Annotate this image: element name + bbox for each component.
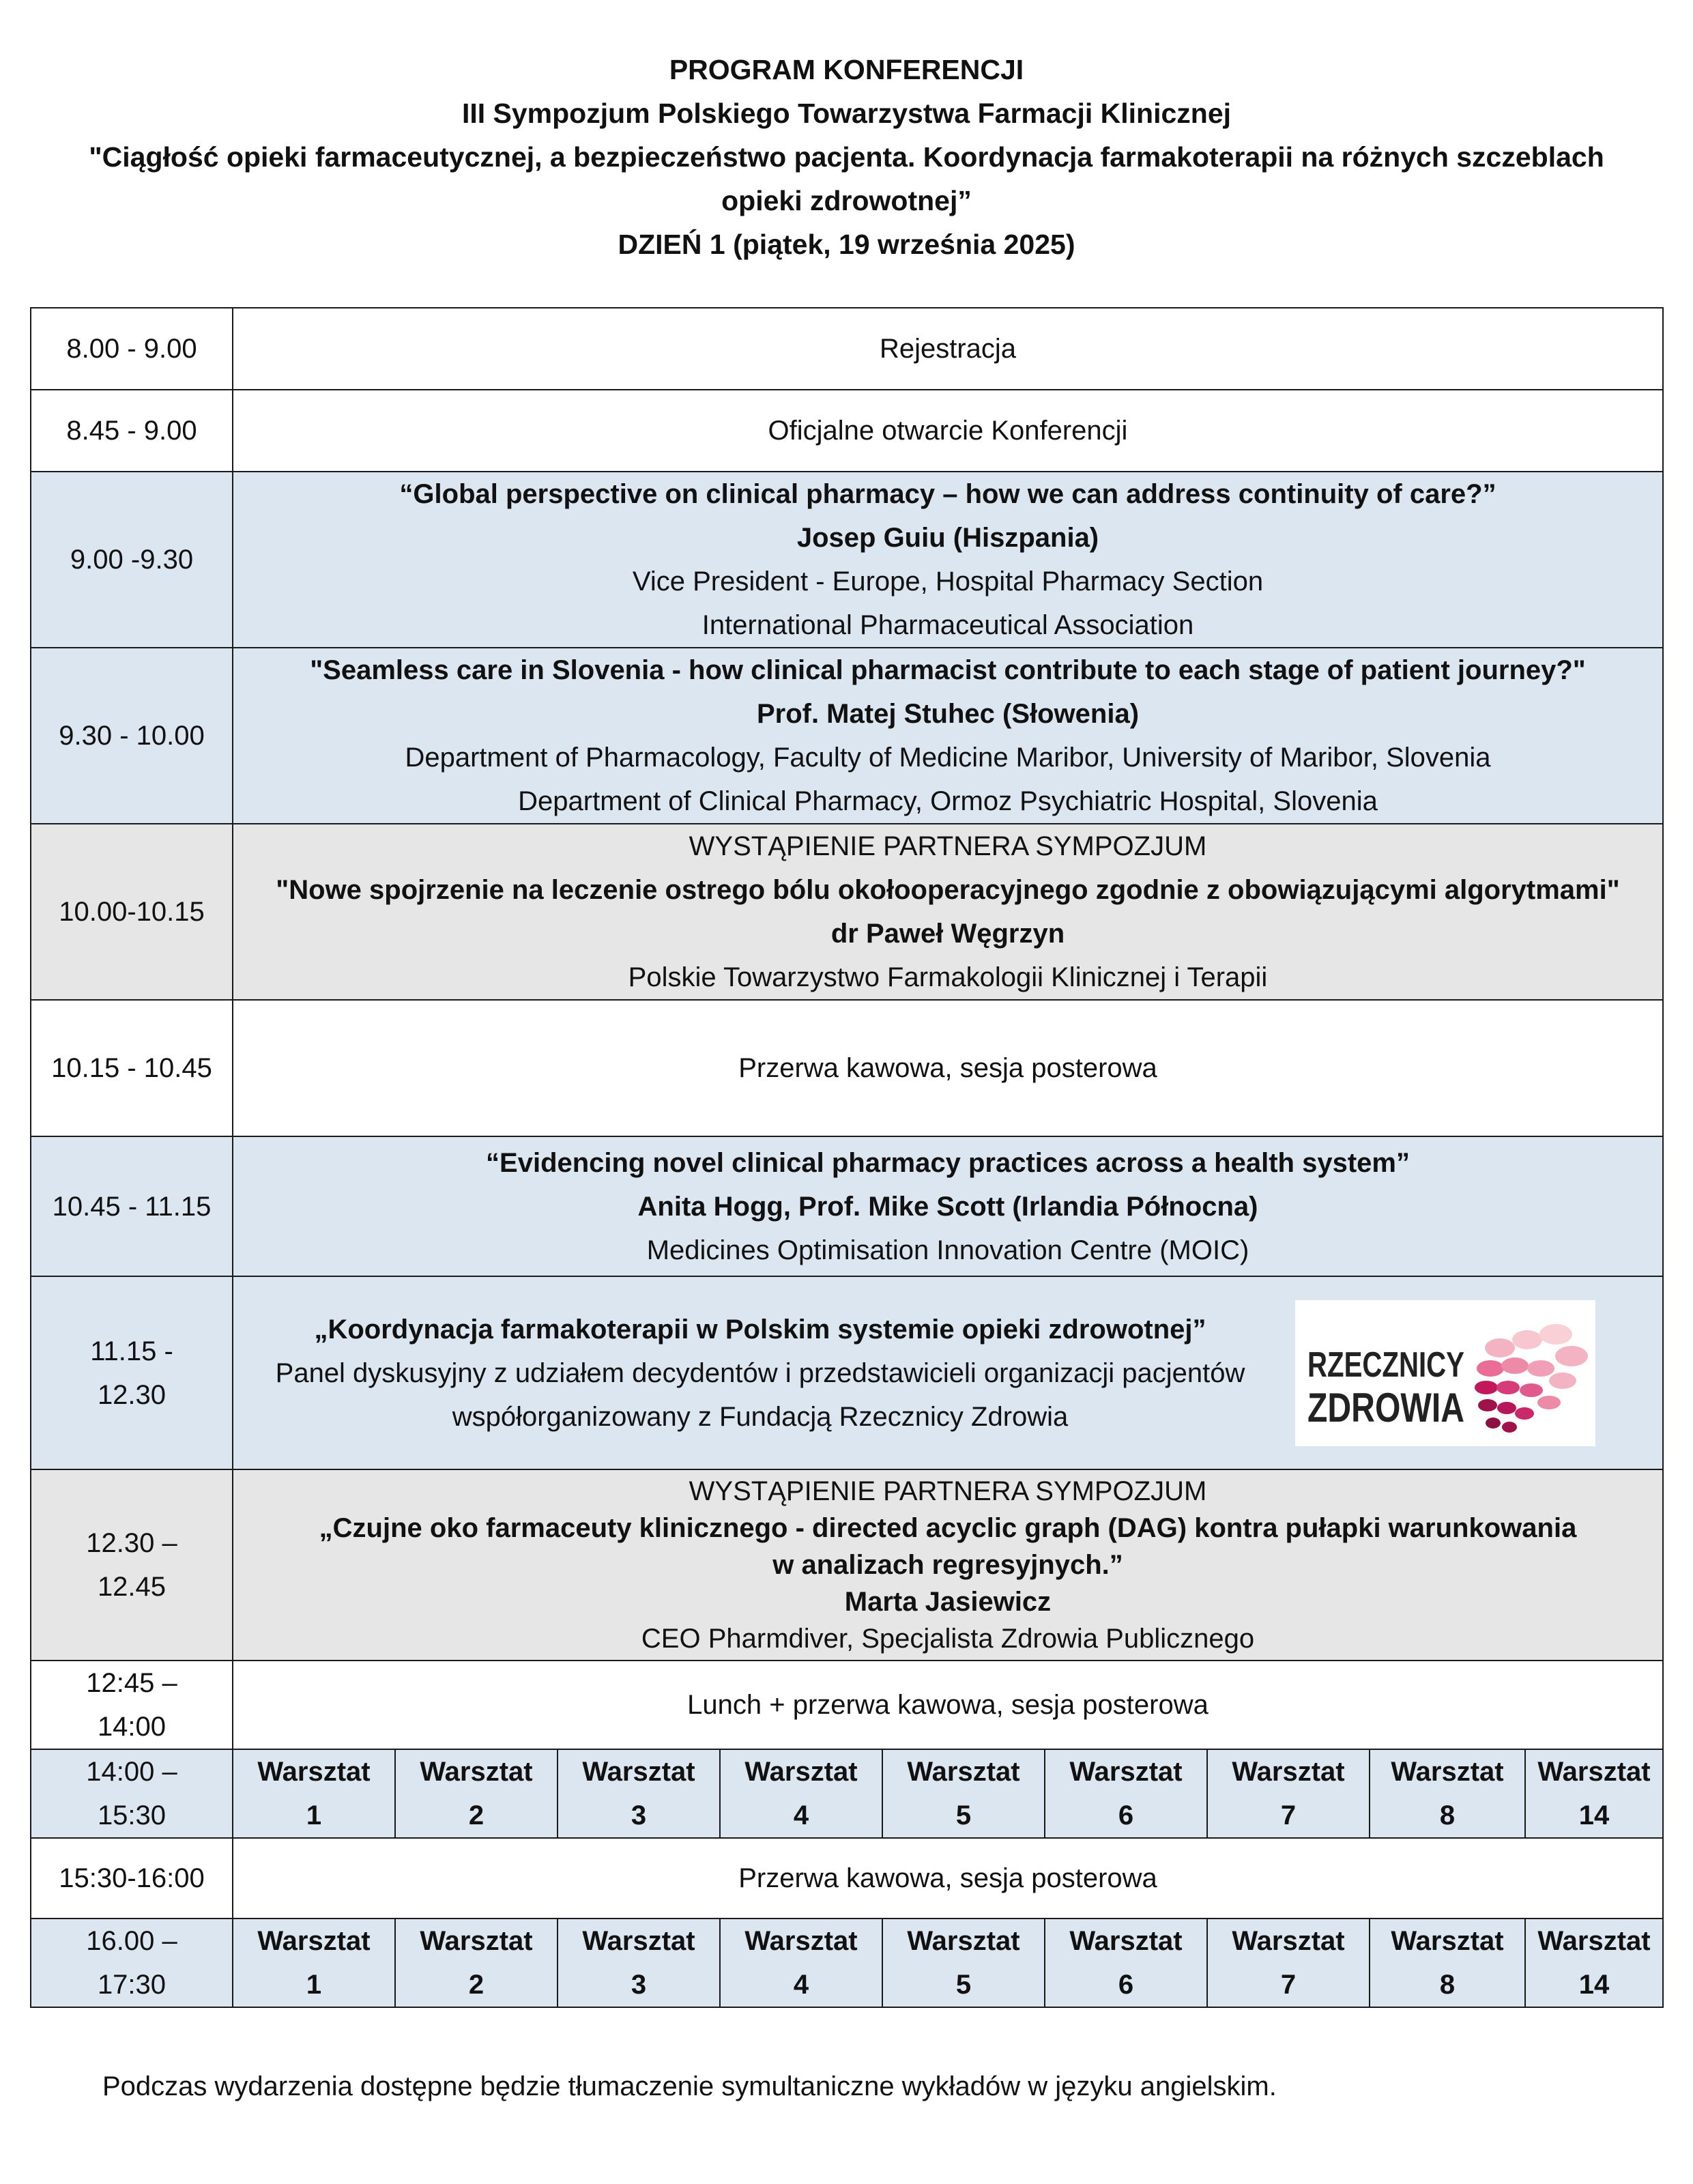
time-end: 14:00 — [97, 1712, 167, 1742]
day-label: DZIEŃ 1 (piątek, 19 września 2025) — [618, 229, 1075, 260]
time-cell: 9.30 - 10.00 — [31, 648, 233, 824]
workshop-cell: Warsztat 4 — [720, 1919, 882, 2007]
speaker-affiliation: Vice President - Europe, Hospital Pharmacy Section — [632, 566, 1264, 597]
time-cell: 10.45 - 11.15 — [31, 1136, 233, 1276]
workshop-cell: Warsztat 6 — [1045, 1749, 1207, 1838]
time-cell: 9.00 -9.30 — [31, 472, 233, 648]
time-start: 12.30 – — [86, 1528, 177, 1558]
session-cell — [233, 1276, 1663, 1469]
schedule-row — [31, 390, 1663, 472]
partner-label: WYSTĄPIENIE PARTNERA SYMPOZJUM — [689, 1476, 1207, 1506]
talk-title: “Evidencing novel clinical pharmacy practices across a health system” — [486, 1147, 1410, 1178]
talk-title: „Czujne oko farmaceuty klinicznego - directed acyclic graph (DAG) kontra pułapki warunkowania w analizach regresyjnych.” — [319, 1513, 1577, 1580]
talk-title: "Nowe spojrzenie na leczenie ostrego bólu okołooperacyjnego zgodnie z obowiązującymi algorytmami" — [276, 875, 1620, 905]
workshop-cell: Warsztat 2 — [395, 1919, 558, 2007]
schedule-row — [31, 648, 1663, 824]
schedule-row — [31, 1469, 1663, 1661]
time-start: 14:00 – — [86, 1757, 177, 1787]
workshop-cell: Warsztat 8 — [1370, 1919, 1525, 2007]
logo-dots — [1475, 1324, 1588, 1433]
session-cell: Przerwa kawowa, sesja posterowa — [233, 1838, 1663, 1919]
panel-description: współorganizowany z Fundacją Rzecznicy Zdrowia — [452, 1401, 1069, 1432]
workshop-cell: Warsztat 1 — [233, 1919, 395, 2007]
schedule-table — [30, 307, 1664, 2008]
workshop-cell: Warsztat 3 — [558, 1749, 720, 1838]
time-start: 12:45 – — [86, 1668, 177, 1698]
panel-block — [246, 1300, 1650, 1446]
workshop-cell: Warsztat 1 — [233, 1749, 395, 1838]
program-label: PROGRAM KONFERENCJI — [669, 54, 1024, 85]
schedule-row — [31, 1136, 1663, 1276]
session-cell — [233, 1136, 1663, 1276]
page-header — [0, 48, 1693, 266]
workshop-cell: Warsztat 7 — [1207, 1919, 1370, 2007]
speaker-affiliation: Department of Clinical Pharmacy, Ormoz Psychiatric Hospital, Slovenia — [518, 786, 1378, 816]
speaker-affiliation: Department of Pharmacology, Faculty of Medicine Maribor, University of Maribor, Slovenia — [405, 743, 1491, 773]
time-cell — [31, 1276, 233, 1469]
time-cell — [31, 1469, 233, 1661]
session-cell: Rejestracja — [233, 308, 1663, 390]
speaker-name: Prof. Matej Stuhec (Słowenia) — [756, 699, 1140, 729]
partner-label: WYSTĄPIENIE PARTNERA SYMPOZJUM — [689, 831, 1207, 861]
symposium-name: III Sympozjum Polskiego Towarzystwa Farmacji Klinicznej — [461, 98, 1232, 129]
speaker-name: Josep Guiu (Hiszpania) — [796, 523, 1099, 553]
schedule-row — [31, 1000, 1663, 1136]
workshop-cell: Warsztat 8 — [1370, 1749, 1525, 1838]
time-cell: 15:30-16:00 — [31, 1838, 233, 1919]
workshop-row — [31, 1749, 1663, 1838]
session-cell: Oficjalne otwarcie Konferencji — [233, 390, 1663, 472]
workshop-cell: Warsztat 7 — [1207, 1749, 1370, 1838]
time-cell: 10.00-10.15 — [31, 824, 233, 1000]
logo-word-1: RZECZNICY — [1307, 1345, 1464, 1385]
speaker-affiliation: CEO Pharmdiver, Specjalista Zdrowia Publicznego — [641, 1624, 1255, 1654]
logo-word-2: ZDROWIA — [1307, 1384, 1464, 1431]
time-cell: 8.00 - 9.00 — [31, 308, 233, 390]
workshop-cell: Warsztat 14 — [1525, 1749, 1663, 1838]
time-end: 12.45 — [97, 1572, 167, 1602]
workshop-cell: Warsztat 5 — [882, 1919, 1045, 2007]
schedule-row — [31, 1838, 1663, 1919]
workshop-row — [31, 1919, 1663, 2007]
workshop-cell: Warsztat 4 — [720, 1749, 882, 1838]
time-cell: 10.15 - 10.45 — [31, 1000, 233, 1136]
schedule-row — [31, 472, 1663, 648]
schedule-row — [31, 824, 1663, 1000]
speaker-name: Anita Hogg, Prof. Mike Scott (Irlandia Północna) — [637, 1191, 1258, 1222]
panel-text — [246, 1308, 1275, 1439]
conference-theme: "Ciągłość opieki farmaceutycznej, a bezpieczeństwo pacjenta. Koordynacja farmakoterapii na różnych szczeblach opieki zdrowotnej” — [89, 141, 1604, 216]
speaker-name: dr Paweł Węgrzyn — [830, 919, 1065, 949]
workshop-cell: Warsztat 6 — [1045, 1919, 1207, 2007]
time-start: 11.15 - — [90, 1336, 173, 1366]
session-cell — [233, 824, 1663, 1000]
schedule-row — [31, 1661, 1663, 1749]
workshop-cell: Warsztat 3 — [558, 1919, 720, 2007]
session-cell — [233, 648, 1663, 824]
schedule-row — [31, 308, 1663, 390]
time-end: 12.30 — [97, 1379, 167, 1410]
time-cell — [31, 1919, 233, 2007]
logo-graphic — [1295, 1300, 1595, 1446]
time-cell — [31, 1661, 233, 1749]
workshop-cell: Warsztat 2 — [395, 1749, 558, 1838]
time-cell: 8.45 - 9.00 — [31, 390, 233, 472]
talk-title: "Seamless care in Slovenia - how clinical pharmacist contribute to each stage of patient journey?" — [310, 655, 1586, 685]
schedule-row — [31, 1276, 1663, 1469]
session-cell — [233, 472, 1663, 648]
time-cell — [31, 1749, 233, 1838]
workshop-cell: Warsztat 14 — [1525, 1919, 1663, 2007]
session-cell — [233, 1469, 1663, 1661]
speaker-affiliation: International Pharmaceutical Association — [701, 610, 1194, 640]
session-cell: Lunch + przerwa kawowa, sesja posterowa — [233, 1661, 1663, 1749]
talk-title: “Global perspective on clinical pharmacy – how we can address continuity of care?” — [399, 479, 1496, 509]
panel-description: Panel dyskusyjny z udziałem decydentów i przedstawicieli organizacji pacjentów — [275, 1357, 1245, 1388]
talk-title: „Koordynacja farmakoterapii w Polskim systemie opieki zdrowotnej” — [314, 1314, 1206, 1345]
translation-note: Podczas wydarzenia dostępne będzie tłumaczenie symultaniczne wykładów w języku angielskim. — [102, 2071, 1277, 2101]
workshop-cell: Warsztat 5 — [882, 1749, 1045, 1838]
time-start: 16.00 – — [86, 1926, 177, 1956]
speaker-affiliation: Medicines Optimisation Innovation Centre (MOIC) — [646, 1235, 1249, 1265]
speaker-name: Marta Jasiewicz — [844, 1587, 1052, 1617]
session-cell: Przerwa kawowa, sesja posterowa — [233, 1000, 1663, 1136]
speaker-affiliation: Polskie Towarzystwo Farmakologii Klinicznej i Terapii — [628, 962, 1268, 992]
time-end: 17:30 — [97, 1970, 167, 2000]
rzecznicy-zdrowia-logo — [1295, 1300, 1595, 1446]
time-end: 15:30 — [97, 1800, 167, 1830]
